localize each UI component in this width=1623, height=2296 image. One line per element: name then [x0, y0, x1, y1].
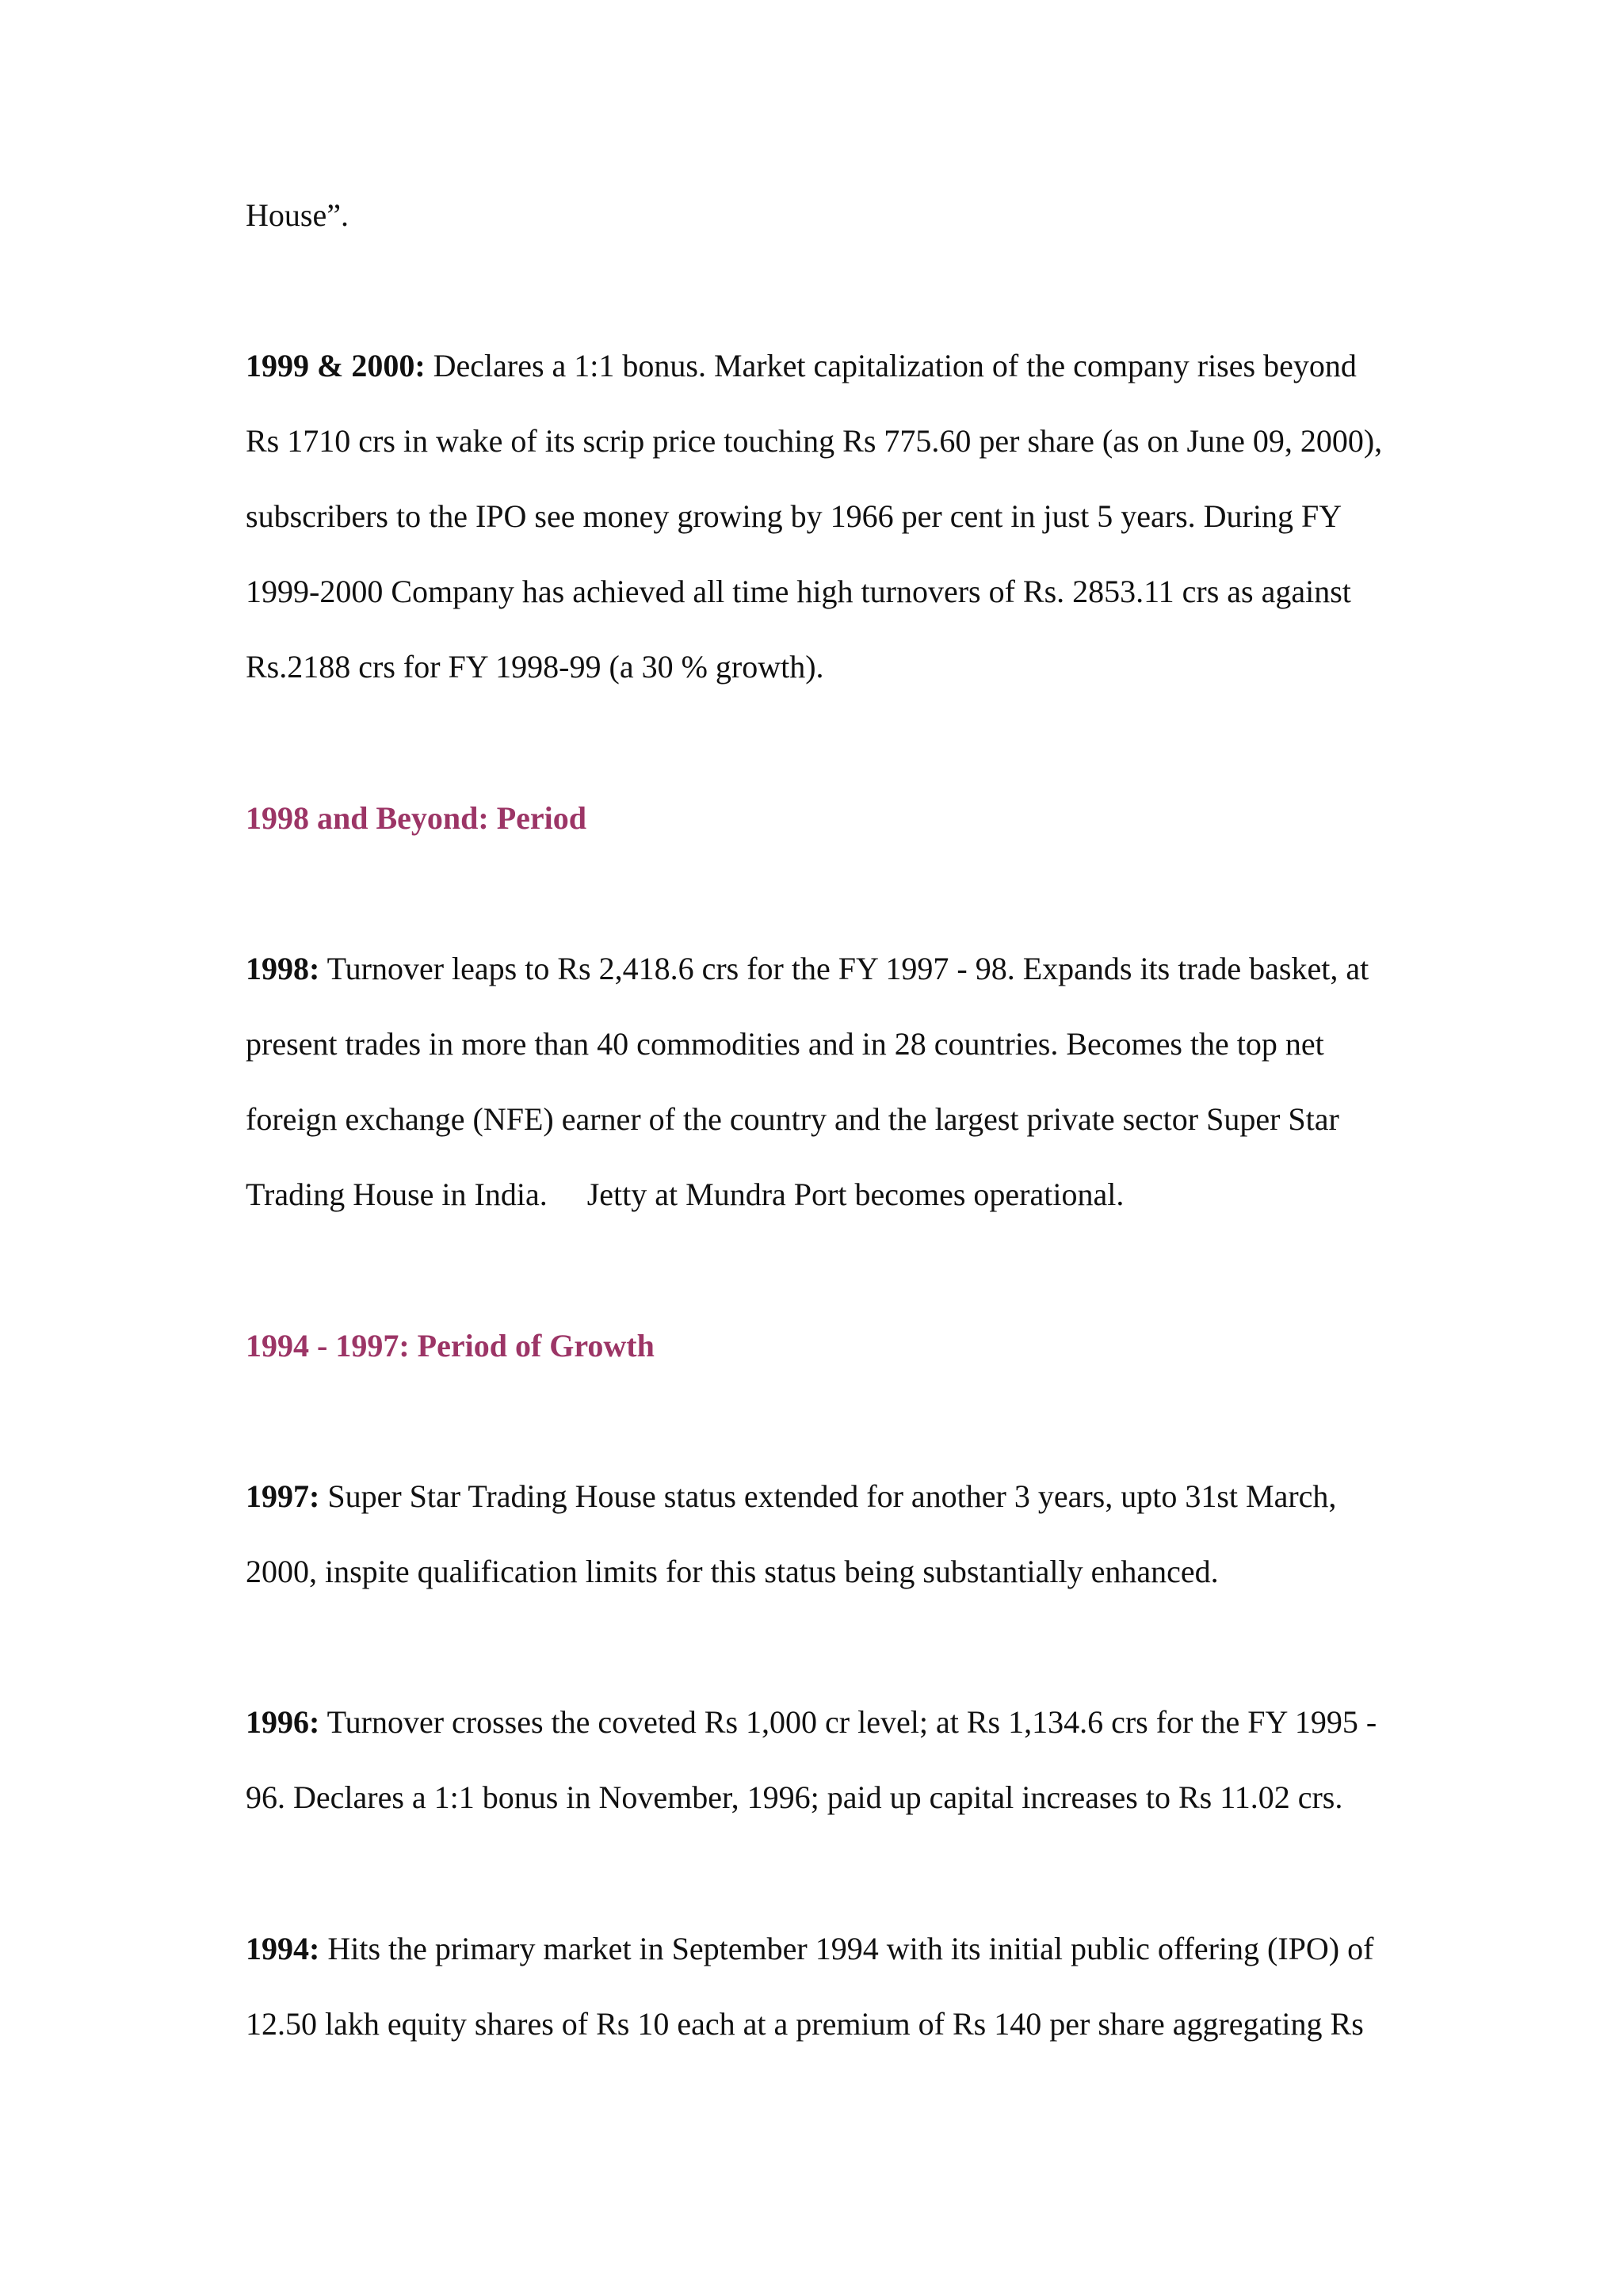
entry-1994-line-2: 12.50 lakh equity shares of Rs 10 each at a premium of Rs 140 per share aggregating Rs — [246, 2006, 1364, 2042]
entry-1998-text-1: Turnover leaps to Rs 2,418.6 crs for the FY 1997 - 98. Expands its trade basket, at — [319, 951, 1369, 986]
entry-1999-text-1: Declares a 1:1 bonus. Market capitalization of the company rises beyond — [425, 348, 1357, 383]
entry-1998-label: 1998: — [246, 951, 320, 986]
entry-1997-label: 1997: — [246, 1478, 320, 1514]
entry-1998-line-4: Trading House in India. Jetty at Mundra Port becomes operational. — [246, 1177, 1125, 1212]
entry-1994-line-1 — [246, 1930, 1373, 1968]
entry-1998-line-1 — [246, 950, 1369, 988]
section-heading-1998: 1998 and Beyond: Period — [246, 800, 587, 836]
section-heading-1994: 1994 - 1997: Period of Growth — [246, 1328, 655, 1363]
entry-1997-line-1 — [246, 1478, 1336, 1516]
entry-1999-line-3: subscribers to the IPO see money growing by 1966 per cent in just 5 years. During FY — [246, 498, 1342, 534]
entry-1998-line-3: foreign exchange (NFE) earner of the country and the largest private sector Super Star — [246, 1101, 1339, 1137]
entry-1996-label: 1996: — [246, 1704, 320, 1740]
entry-1994-text-1: Hits the primary market in September 1994 with its initial public offering (IPO) of — [319, 1931, 1374, 1966]
entry-1996-line-2: 96. Declares a 1:1 bonus in November, 1996; paid up capital increases to Rs 11.02 crs. — [246, 1779, 1343, 1815]
entry-1996-text-1: Turnover crosses the coveted Rs 1,000 cr level; at Rs 1,134.6 crs for the FY 1995 - — [319, 1704, 1377, 1740]
entry-1999-line-5: Rs.2188 crs for FY 1998-99 (a 30 % growth). — [246, 649, 824, 685]
entry-1999-line-4: 1999-2000 Company has achieved all time high turnovers of Rs. 2853.11 crs as against — [246, 574, 1351, 609]
entry-1998-line-2: present trades in more than 40 commodities and in 28 countries. Becomes the top net — [246, 1026, 1324, 1062]
entry-1994-label: 1994: — [246, 1931, 320, 1966]
continuation-text: House”. — [246, 197, 349, 233]
entry-1997-text-1: Super Star Trading House status extended for another 3 years, upto 31st March, — [319, 1478, 1337, 1514]
entry-1999-line-1 — [246, 347, 1357, 385]
entry-1999-label: 1999 & 2000: — [246, 348, 426, 383]
entry-1997-line-2: 2000, inspite qualification limits for this status being substantially enhanced. — [246, 1554, 1219, 1589]
entry-1999-line-2: Rs 1710 crs in wake of its scrip price touching Rs 775.60 per share (as on June 09, 2000), — [246, 423, 1383, 459]
entry-1996-line-1 — [246, 1703, 1377, 1741]
